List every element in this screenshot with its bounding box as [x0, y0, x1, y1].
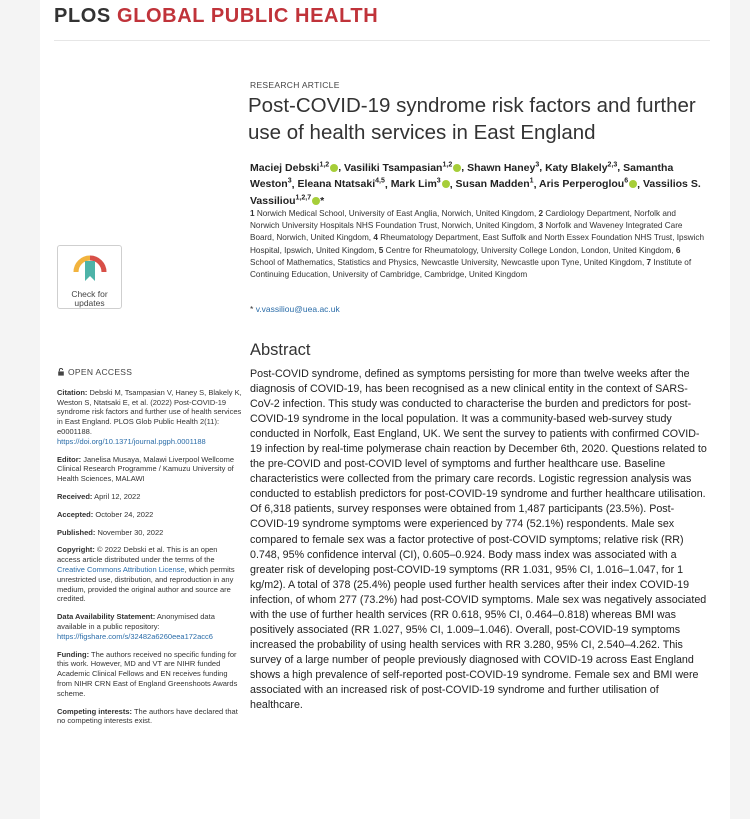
- affiliation-text: Norwich Medical School, University of East Anglia, Norwich, United Kingdom,: [256, 209, 537, 218]
- author-name[interactable]: Shawn Haney: [467, 161, 536, 174]
- affiliation-text: Cardiology Department, Norfolk and Norwich University Hospitals NHS Foundation Trust, Norwich, United Kingdom,: [250, 209, 676, 231]
- author-name[interactable]: Vassilios S. Vassiliou: [250, 178, 701, 207]
- published-label: Published:: [57, 527, 96, 537]
- affiliation-text: Rheumatology Department, East Suffolk and North Essex Foundation NHS Trust, Ipswich Hospital, Ipswich, United Kingdom,: [250, 233, 705, 255]
- published-date: November 30, 2022: [97, 527, 164, 537]
- published-block: [57, 528, 242, 538]
- competing-interests-label: Competing interests:: [57, 706, 133, 716]
- open-access-label: [57, 368, 242, 378]
- abstract-body: Post-COVID syndrome, defined as symptoms persisting for more than twelve weeks after the diagnosis of COVID-19, has been recognised as a new clinical entity in the context of SARS-CoV-2 infection. This study was conducted to characterise the burden and predictors for post-COVID-19 syndrome in the local population. It was a community-based web-survey study conducted in Norfolk, East England, UK. We sent the survey to patients with confirmed COVID-19 infection by real-time polymerase chain reaction by December 6th, 2020. Questions related to the pre-COVID and post-COVID level of symptoms and further healthcare use. Baseline characteristics were collected from the primary care records. Logistic regression analysis was conducted to establish predictors for post-COVID-19 syndrome and further healthcare utilisation. Of 6,318 patients, survey responses were obtained from 1,487 participants (23.5%). Post-COVID-19 syndrome symptoms were experienced by 774 (52.1%) respondents. Male sex compared to female sex was a factor protective of post-COVID symptoms; relative risk (RR) 0.748, 95% confidence interval (CI), 0.605–0.924. Body mass index was associated with a greater risk of developing post-COVID-19 symptoms (RR 1.031, 95% CI, 1.016–1.047, for 1 kg/m2). A total of 378 (25.4%) people used further health services after their index COVID-19 infection, of whom 277 (73.2%) had post-COVID symptoms. Male sex was negatively associated with the use of further health services (RR 0.618, 95% CI, 0.464–0.818) whereas BMI was positively associated (RR 1.027, 95% CI, 1.009–1.046). Overall, post-COVID-19 symptoms increased the probability of using health services with RR 3.280, 95% CI, 2.540–4.262. This survey of a large number of people previously diagnosed with COVID-19 across East England shows a high prevalence of self-reported post-COVID-19 syndrome. Female sex and BMI were associated with an increased risk of post-COVID-19 syndrome and further utilisation of healthcare.: [250, 368, 707, 712]
- orcid-icon[interactable]: [629, 180, 637, 188]
- affiliation-text: Institute of Continuing Education, University of Cambridge, Cambridge, United Kingdom: [250, 257, 692, 280]
- affiliation-number: 5: [378, 245, 384, 255]
- article-type: RESEARCH ARTICLE: [250, 80, 340, 90]
- accepted-label: Accepted:: [57, 509, 94, 519]
- author-affiliation-sup: 1,2,7: [295, 194, 312, 201]
- email-address[interactable]: v.vassiliou@uea.ac.uk: [255, 304, 340, 314]
- author-affiliation-sup: 3: [436, 177, 441, 185]
- affiliation-number: 1: [250, 209, 255, 218]
- orcid-icon[interactable]: [330, 164, 338, 172]
- author-affiliation-sup: 1,2: [319, 161, 330, 168]
- open-lock-icon: [57, 368, 65, 376]
- author-affiliation-sup: 6: [624, 177, 629, 185]
- license-link[interactable]: Creative Commons Attribution License: [57, 564, 185, 574]
- author-affiliation-sup: 3: [535, 161, 540, 168]
- affiliation-number: 7: [646, 257, 652, 267]
- cfu-line2: updates: [74, 298, 105, 308]
- author-name[interactable]: Vasiliki Tsampasian: [344, 161, 443, 174]
- journal-logo[interactable]: [54, 5, 378, 28]
- author-affiliation-sup: 3: [287, 177, 292, 185]
- author-name[interactable]: Katy Blakely: [545, 161, 608, 174]
- affiliation-number: 3: [538, 221, 544, 231]
- corresponding-email[interactable]: [250, 304, 340, 314]
- affiliation-text: Centre for Rheumatology, University College London, London, United Kingdom,: [385, 245, 674, 255]
- corresponding-author-star: *: [320, 194, 325, 207]
- citation-label: Citation:: [57, 387, 88, 397]
- author-name[interactable]: Eleana Ntatsaki: [297, 178, 376, 190]
- article-page: [40, 0, 730, 819]
- article-title: Post-COVID-19 syndrome risk factors and further use of health services in East England: [248, 94, 696, 144]
- article-metadata-sidebar: [57, 368, 242, 734]
- author-affiliation-sup: 4,5: [375, 177, 385, 185]
- affiliation-number: 4: [373, 233, 378, 243]
- author[interactable]: [467, 162, 539, 174]
- funding-text: The authors received no specific funding for this work. However, MD and VT are NIHR funded Academic Clinical Fellows and EN receives funding from NIHR CRN East of England Greenshoots Awards scheme.: [57, 649, 238, 698]
- affiliation-number: 2: [538, 209, 544, 218]
- orcid-icon[interactable]: [312, 197, 320, 205]
- author-name[interactable]: Samantha Weston: [250, 161, 674, 190]
- journal-prefix: PLOS: [54, 5, 111, 27]
- accepted-date: October 24, 2022: [95, 509, 154, 519]
- author-name[interactable]: Mark Lim: [390, 178, 437, 190]
- journal-name: GLOBAL PUBLIC HEALTH: [117, 5, 379, 27]
- author-name[interactable]: Maciej Debski: [250, 161, 320, 174]
- corresponding-star: *: [250, 304, 254, 314]
- data-availability-label: Data Availability Statement:: [57, 612, 156, 622]
- author-list: Maciej Debski$^{1,2}$ , Vasiliki Tsampasian$^{1,2}$ , Shawn Haney$^3$, Katy Blakely$^{2,3}$, Samantha Weston$^3$, Eleana Ntatsaki$^{4,5}$, Mark Lim$^3$ , Susan Madden$^1$, Aris Perperoglou$^6$ , Vassilios S. Vassiliou$^{1,2,7}$ *: [250, 161, 701, 207]
- author[interactable]: [391, 178, 450, 190]
- copyright-block: [57, 545, 242, 604]
- check-for-updates-icon: [72, 250, 108, 284]
- author-affiliation-sup: 1,2: [442, 161, 453, 168]
- data-availability-text: Anonymised data available in a public repository:: [57, 612, 215, 631]
- affiliation-text: School of Mathematics, Statistics and Physics, Newcastle University, Newcastle upon Tyne, United Kingdom,: [250, 257, 645, 267]
- received-label: Received:: [57, 491, 93, 501]
- funding-label: Funding:: [57, 649, 90, 659]
- funding-block: [57, 650, 242, 699]
- open-access-text: OPEN ACCESS: [68, 367, 133, 377]
- data-availability-block: [57, 612, 242, 641]
- author-affiliation-sup: 1: [529, 177, 534, 185]
- cfu-line1: Check for: [71, 289, 108, 299]
- competing-interests-text: The authors have declared that no competing interests exist.: [57, 706, 238, 726]
- copyright-text-after: , which permits unrestricted use, distribution, and reproduction in any medium, provided the original author and source are credited.: [57, 564, 235, 604]
- header-divider: [54, 40, 710, 41]
- figshare-link[interactable]: https://figshare.com/s/32482a6260eea172acc6: [57, 631, 213, 641]
- copyright-text: © 2022 Debski et al. This is an open access article distributed under the terms of the: [57, 545, 218, 565]
- affiliation-number: 6: [675, 245, 681, 255]
- citation-text: Debski M, Tsampasian V, Haney S, Blakely K, Weston S, Ntatsaki E, et al. (2022) Post-COVID-19 syndrome risk factors and further use of health services in East England. PLOS Glob Public Health 2(11): e0001188.: [57, 387, 242, 436]
- citation-doi-link[interactable]: https://doi.org/10.1371/journal.pgph.0001188: [57, 436, 206, 446]
- received-block: [57, 492, 242, 502]
- author[interactable]: [539, 178, 637, 190]
- citation-block: [57, 388, 242, 447]
- editor-label: Editor:: [57, 454, 82, 464]
- check-for-updates-label: [58, 290, 121, 308]
- copyright-label: Copyright:: [57, 545, 95, 555]
- affiliations: [250, 208, 705, 281]
- author-name[interactable]: Susan Madden: [455, 178, 530, 190]
- editor-block: [57, 455, 242, 484]
- accepted-block: [57, 510, 242, 520]
- editor-text: Janelisa Musaya, Malawi Liverpool Wellcome Clinical Research Programme / Kamuzu University of Health Sciences, MALAWI: [57, 454, 235, 484]
- author[interactable]: [344, 162, 461, 174]
- affiliation-text: Norfolk and Waveney Integrated Care Board, Norwich, United Kingdom,: [250, 221, 683, 243]
- received-date: April 12, 2022: [94, 491, 141, 501]
- author-affiliation-sup: 2,3: [607, 161, 618, 168]
- author[interactable]: [545, 162, 617, 174]
- abstract-heading: Abstract: [250, 341, 311, 359]
- author[interactable]: [250, 162, 338, 174]
- author[interactable]: [297, 178, 384, 190]
- author-name[interactable]: Aris Perperoglou: [539, 178, 625, 190]
- check-for-updates-badge[interactable]: [57, 245, 122, 309]
- orcid-icon[interactable]: [442, 180, 450, 188]
- competing-interests-block: [57, 707, 242, 727]
- author[interactable]: [456, 178, 534, 190]
- orcid-icon[interactable]: [453, 164, 461, 172]
